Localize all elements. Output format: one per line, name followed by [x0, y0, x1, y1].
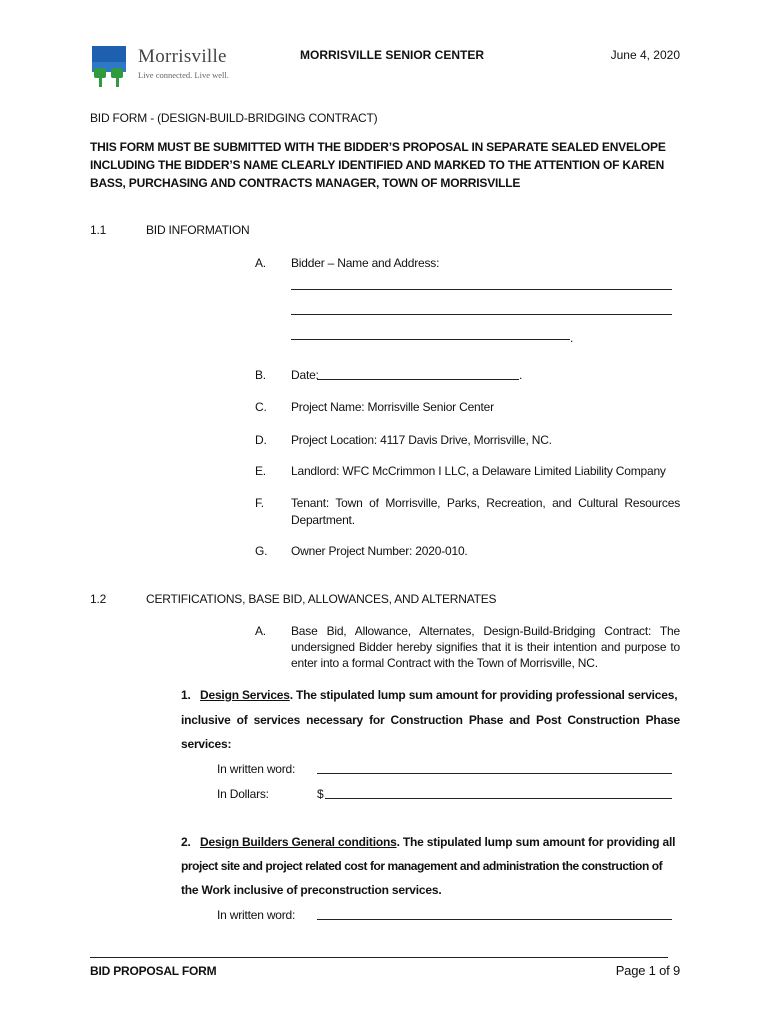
- logo-name: Morrisville: [138, 46, 227, 67]
- town-logo: [90, 44, 240, 92]
- bidder-name-address-label: Bidder – Name and Address:: [291, 256, 440, 270]
- notice-line-1: THIS FORM MUST BE SUBMITTED WITH THE BIDDER’S PROPOSAL IN SEPARATE SEALED ENVELOPE: [90, 140, 666, 154]
- general-conditions-title: Design Builders General conditions: [200, 835, 397, 849]
- landlord: Landlord: WFC McCrimmon I LLC, a Delaware Limited Liability Company: [291, 464, 666, 478]
- design-services-text: . The stipulated lump sum amount for providing professional services,: [289, 688, 678, 702]
- section-number-1-1: 1.1: [90, 223, 107, 237]
- project-location: Project Location: 4117 Davis Drive, Morrisville, NC.: [291, 433, 552, 447]
- document-date: June 4, 2020: [610, 48, 680, 62]
- item-letter-a: A.: [255, 256, 266, 270]
- notice-line-3: BASS, PURCHASING AND CONTRACTS MANAGER, TOWN OF MORRISVILLE: [90, 176, 521, 190]
- written-word-label-1: In written word:: [217, 762, 296, 776]
- section-number-1-2: 1.2: [90, 592, 107, 606]
- document-header-title: MORRISVILLE SENIOR CENTER: [300, 48, 485, 62]
- bidder-address-line-2[interactable]: [291, 314, 672, 315]
- bidder-address-line-3[interactable]: [291, 339, 570, 340]
- written-word-line-2[interactable]: [317, 919, 672, 920]
- date-end-period: .: [519, 368, 523, 382]
- dollars-label-1: In Dollars:: [217, 787, 269, 801]
- written-word-label-2: In written word:: [217, 908, 296, 922]
- logo-emblem-icon: [90, 44, 136, 90]
- date-label: Date:: [291, 368, 319, 382]
- design-services-line-1: [181, 687, 680, 703]
- owner-project-number: Owner Project Number: 2020-010.: [291, 544, 468, 558]
- bidder-address-line-1[interactable]: [291, 289, 672, 290]
- base-bid-line-2: undersigned Bidder hereby signifies that it is their intention and purpose to: [291, 640, 680, 654]
- dollars-line-1[interactable]: [325, 798, 672, 799]
- tenant-line-1: Tenant: Town of Morrisville, Parks, Recreation, and Cultural Resources: [291, 496, 680, 510]
- item-letter-a-2: A.: [255, 624, 266, 638]
- item-number-2: 2.: [181, 835, 191, 849]
- general-conditions-line-3: the Work inclusive of preconstruction services.: [181, 883, 442, 897]
- design-services-line-3: services:: [181, 737, 232, 751]
- item-letter-c: C.: [255, 400, 267, 414]
- logo-tagline: Live connected. Live well.: [138, 70, 229, 80]
- item-letter-g: G.: [255, 544, 268, 558]
- section-heading-bid-information: BID INFORMATION: [146, 223, 250, 237]
- item-letter-d: D.: [255, 433, 267, 447]
- tenant-line-2: Department.: [291, 513, 355, 527]
- general-conditions-text: . The stipulated lump sum amount for providing all: [396, 835, 676, 849]
- footer-rule: [90, 957, 668, 958]
- general-conditions-line-1: [181, 834, 680, 850]
- base-bid-line-1: Base Bid, Allowance, Alternates, Design-Build-Bridging Contract: The: [291, 624, 680, 638]
- section-heading-certifications: CERTIFICATIONS, BASE BID, ALLOWANCES, AND ALTERNATES: [146, 592, 497, 606]
- page-number: Page 1 of 9: [615, 963, 680, 978]
- date-line[interactable]: [317, 379, 519, 380]
- notice-line-2: INCLUDING THE BIDDER’S NAME CLEARLY IDENTIFIED AND MARKED TO THE ATTENTION OF KAREN: [90, 158, 665, 172]
- form-title: BID FORM - (DESIGN-BUILD-BRIDGING CONTRACT): [90, 111, 378, 125]
- dollar-sign-1: $: [317, 787, 324, 801]
- design-services-title: Design Services: [200, 688, 290, 702]
- general-conditions-line-2: project site and project related cost for management and administration the construction of: [181, 859, 663, 873]
- address-end-period: .: [570, 331, 574, 345]
- written-word-line-1[interactable]: [317, 773, 672, 774]
- design-services-line-2: inclusive of services necessary for Construction Phase and Post Construction Phase: [181, 713, 680, 727]
- project-name: Project Name: Morrisville Senior Center: [291, 400, 494, 414]
- base-bid-line-3: enter into a formal Contract with the Town of Morrisville, NC.: [291, 656, 598, 670]
- item-letter-e: E.: [255, 464, 266, 478]
- item-letter-f: F.: [255, 496, 264, 510]
- footer-label: BID PROPOSAL FORM: [90, 964, 217, 978]
- item-number-1: 1.: [181, 688, 191, 702]
- item-letter-b: B.: [255, 368, 266, 382]
